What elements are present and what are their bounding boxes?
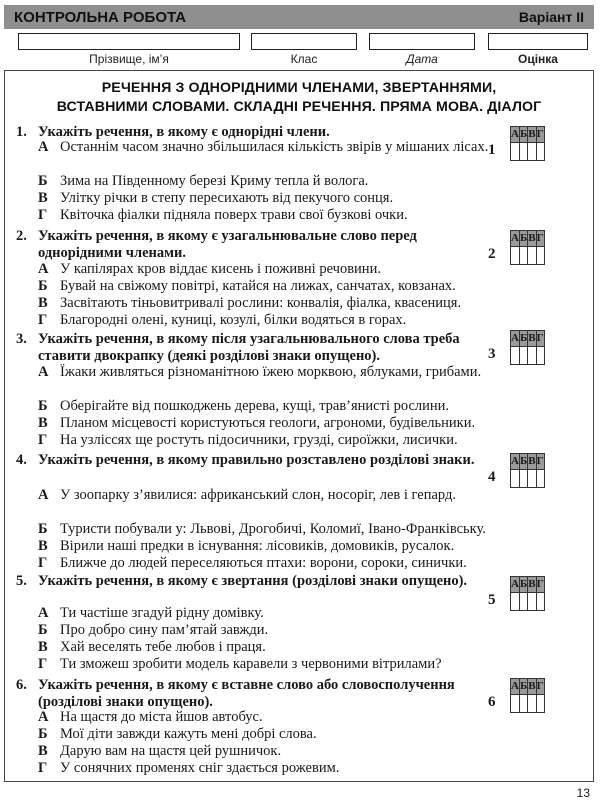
- answer-cell-b[interactable]: [519, 593, 527, 611]
- answer-grid-number: 1: [488, 142, 496, 158]
- answer-grid-number: 3: [488, 346, 496, 362]
- answer-cell-v[interactable]: [528, 593, 536, 611]
- answer-cell-a[interactable]: [511, 593, 520, 611]
- header-bar: [4, 5, 594, 29]
- answer-grid-number: 6: [488, 694, 496, 710]
- question-text: Укажіть речення, в якому є звертання (розділові знаки опущено).: [38, 573, 468, 589]
- answer-cell-g[interactable]: [536, 347, 544, 365]
- topic-heading-line-1: РЕЧЕННЯ З ОДНОРІДНИМИ ЧЛЕНАМИ, ЗВЕРТАННЯМИ,: [101, 80, 497, 96]
- name-field[interactable]: [18, 33, 240, 66]
- grade-label: Оцінка: [518, 52, 558, 66]
- question-number: 5.: [16, 573, 27, 589]
- class-input-box[interactable]: [251, 33, 357, 50]
- answer-cell-b[interactable]: [519, 247, 527, 265]
- question-text: Укажіть речення, в якому після узагальнювального слова треба ставити двокрапку (деякі розділові знаки опущено).: [38, 331, 460, 364]
- answer-cell-g[interactable]: [536, 247, 544, 265]
- answer-cell-v[interactable]: [528, 247, 536, 265]
- name-label: Прізвище, ім’я: [89, 52, 169, 66]
- header-variant: Варіант ІІ: [518, 9, 584, 25]
- question-number: 2.: [16, 228, 27, 244]
- question-number: 6.: [16, 677, 27, 693]
- question-text: Укажіть речення, в якому є узагальнювальне слово перед однорідними членами.: [38, 228, 417, 261]
- date-label: Дата: [406, 52, 438, 66]
- answer-cell-v[interactable]: [528, 470, 536, 488]
- class-field[interactable]: [251, 33, 357, 66]
- answer-cell-g[interactable]: [536, 470, 544, 488]
- answer-cell-b[interactable]: [519, 695, 527, 713]
- class-label: Клас: [290, 52, 318, 66]
- answer-cell-v[interactable]: [528, 347, 536, 365]
- answer-grid-number: 2: [488, 246, 496, 262]
- grade-field[interactable]: [488, 33, 588, 66]
- answer-cell-b[interactable]: [519, 470, 527, 488]
- answer-cell-v[interactable]: [528, 695, 536, 713]
- answer-grid-number: 4: [488, 469, 496, 485]
- header-title: КОНТРОЛЬНА РОБОТА: [14, 8, 187, 26]
- question-text: Укажіть речення, в якому є вставне слово або словосполучення (розділові знаки опущено).: [38, 677, 455, 710]
- answer-cell-g[interactable]: [536, 143, 544, 161]
- question-number: 1.: [16, 124, 27, 140]
- answer-cell-a[interactable]: [511, 347, 520, 365]
- answer-grid-number: 5: [488, 592, 496, 608]
- answer-cell-b[interactable]: [519, 347, 527, 365]
- answer-cell-a[interactable]: [511, 470, 520, 488]
- question-text: Укажіть речення, в якому правильно розставлено розділові знаки.: [38, 452, 475, 468]
- question-number: 3.: [16, 331, 27, 347]
- answer-cell-a[interactable]: [511, 695, 520, 713]
- date-input-box[interactable]: [369, 33, 475, 50]
- topic-heading-line-2: ВСТАВНИМИ СЛОВАМИ. СКЛАДНІ РЕЧЕННЯ. ПРЯМА МОВА. ДІАЛОГ: [56, 99, 542, 115]
- question-number: 4.: [16, 452, 27, 468]
- answer-cell-b[interactable]: [519, 143, 527, 161]
- name-input-box[interactable]: [18, 33, 240, 50]
- answer-cell-g[interactable]: [536, 593, 544, 611]
- answer-cell-g[interactable]: [536, 695, 544, 713]
- grade-input-box[interactable]: [488, 33, 588, 50]
- answer-cell-a[interactable]: [511, 143, 520, 161]
- question-text: Укажіть речення, в якому є однорідні члени.: [38, 124, 330, 140]
- page-number: 13: [576, 786, 590, 800]
- answer-cell-v[interactable]: [528, 143, 536, 161]
- answer-cell-a[interactable]: [511, 247, 520, 265]
- date-field[interactable]: [369, 33, 475, 66]
